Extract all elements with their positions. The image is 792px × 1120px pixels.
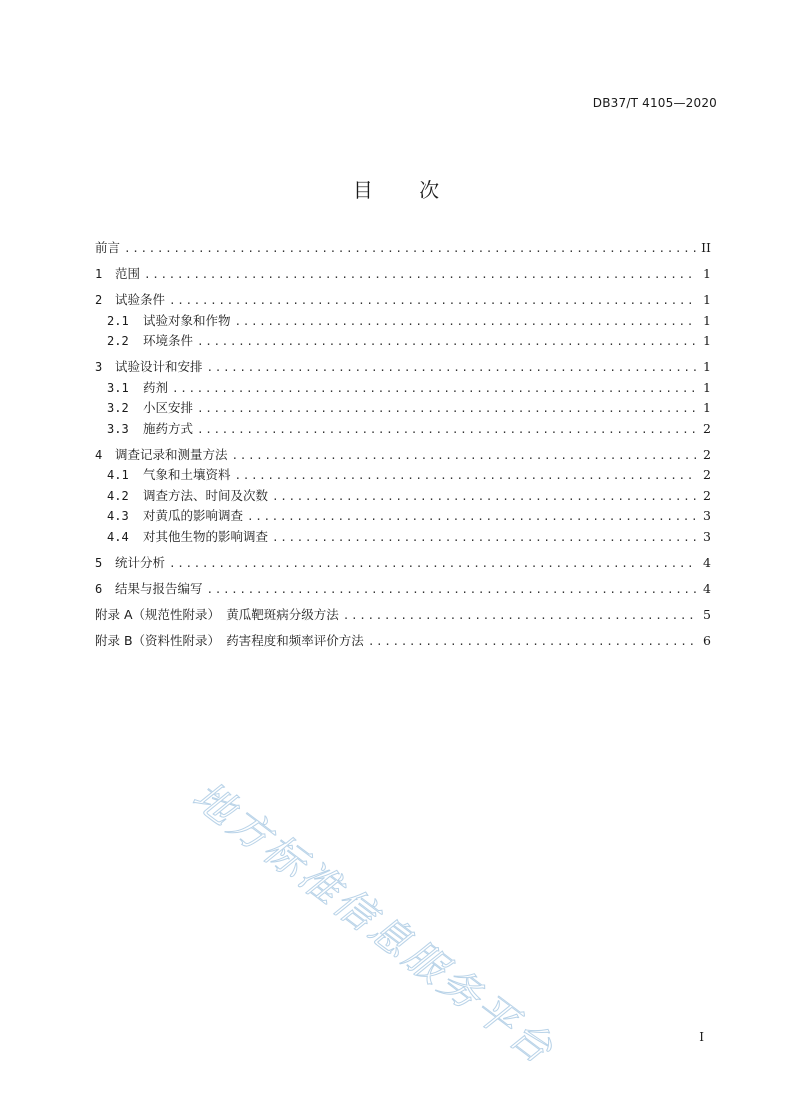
- toc-entry-page: 1: [703, 292, 711, 307]
- toc-entry[interactable]: [95, 238, 711, 259]
- watermark-text: 地方标准信息服务平台: [184, 772, 564, 1075]
- toc-entry-page: 3: [703, 508, 711, 523]
- toc-entry-label: 小区安排: [143, 400, 194, 415]
- toc-entry-number: 3.1: [107, 380, 129, 395]
- toc-entry[interactable]: [95, 419, 711, 440]
- toc-entry-number: 5: [95, 555, 103, 570]
- toc-entry-page: 6: [703, 632, 711, 648]
- toc-leader-dots: [197, 402, 697, 415]
- toc-entry-label: 试验设计和安排: [115, 359, 203, 374]
- toc-entry[interactable]: [95, 527, 711, 548]
- toc-leader-dots: [207, 583, 697, 596]
- toc-leader-dots: [144, 268, 697, 281]
- toc-entry-number: 1: [95, 267, 103, 281]
- toc-entry-label: 施药方式: [143, 420, 194, 436]
- toc-entry[interactable]: [95, 378, 711, 399]
- footer-page-number: I: [699, 1030, 704, 1044]
- toc-entry-number: 2.2: [107, 334, 129, 348]
- toc-entry[interactable]: [95, 331, 711, 352]
- toc-entry-page: 4: [703, 580, 711, 596]
- toc-entry[interactable]: [95, 290, 711, 311]
- toc-entry-page: 3: [703, 528, 711, 544]
- toc-entry-number: 2.1: [107, 313, 129, 328]
- toc-entry-page: 2: [703, 420, 711, 436]
- toc-entry[interactable]: [95, 311, 711, 332]
- toc-entry-page: 1: [703, 379, 711, 395]
- document-code: DB37/T 4105—2020: [592, 96, 717, 110]
- toc-entry-label: 调查方法、时间及次数: [143, 487, 269, 503]
- toc-entry[interactable]: [95, 579, 711, 600]
- toc-entry[interactable]: [95, 506, 711, 527]
- toc-entry-number: 3.2: [107, 401, 129, 415]
- toc-entry-label: 环境条件: [143, 333, 194, 348]
- toc-leader-dots: [343, 609, 697, 622]
- toc-entry-label: 药剂: [143, 379, 169, 395]
- toc-entry-label: 前言: [95, 240, 121, 255]
- toc-entry[interactable]: [95, 553, 711, 574]
- toc-leader-dots: [368, 635, 697, 648]
- toc-entry-number: 3: [95, 360, 103, 374]
- toc-entry-label: 试验对象和作物: [143, 312, 231, 328]
- toc-leader-dots: [197, 335, 697, 348]
- toc-entry-label: 结果与报告编写: [115, 580, 203, 596]
- toc-entry-number: 4.4: [107, 529, 129, 544]
- toc-entry[interactable]: [95, 605, 711, 626]
- toc-entry-number: 6: [95, 581, 103, 596]
- toc-entry-label: 调查记录和测量方法: [115, 446, 228, 462]
- toc-entry[interactable]: [95, 398, 711, 419]
- table-of-contents: [95, 238, 711, 651]
- page-title: 目 次: [352, 178, 460, 202]
- toc-entry-number: 2: [95, 293, 103, 307]
- toc-entry-page: 1: [703, 312, 711, 328]
- toc-leader-dots: [172, 382, 697, 395]
- toc-leader-dots: [207, 361, 697, 374]
- toc-entry-page: 5: [703, 606, 711, 622]
- toc-entry-page: 2: [703, 467, 711, 482]
- toc-entry[interactable]: [95, 465, 711, 486]
- toc-entry-number: 4: [95, 447, 103, 462]
- toc-leader-dots: [247, 510, 697, 523]
- toc-leader-dots: [235, 315, 697, 328]
- toc-leader-dots: [169, 294, 697, 307]
- toc-entry-page: II: [701, 240, 711, 255]
- toc-entry[interactable]: [95, 445, 711, 466]
- toc-entry-label: 范围: [115, 266, 141, 281]
- toc-entry-number: 4.2: [107, 488, 129, 503]
- toc-entry-label: 对其他生物的影响调查: [143, 528, 269, 544]
- toc-entry-page: 1: [703, 333, 711, 348]
- toc-entry-number: 4.1: [107, 468, 129, 482]
- toc-entry-label: 附录 A（规范性附录） 黄瓜靶斑病分级方法: [95, 606, 339, 622]
- toc-entry[interactable]: [95, 264, 711, 285]
- toc-entry-number: 4.3: [107, 509, 129, 523]
- toc-entry[interactable]: [95, 631, 711, 652]
- toc-entry-label: 气象和土壤资料: [143, 467, 231, 482]
- toc-entry-page: 2: [703, 446, 711, 462]
- toc-entry[interactable]: [95, 357, 711, 378]
- toc-entry-page: 2: [703, 487, 711, 503]
- toc-leader-dots: [197, 423, 697, 436]
- toc-entry-number: 3.3: [107, 421, 129, 436]
- toc-entry-label: 试验条件: [115, 292, 166, 307]
- toc-leader-dots: [235, 469, 697, 482]
- toc-entry-label: 对黄瓜的影响调查: [143, 508, 244, 523]
- toc-leader-dots: [232, 449, 697, 462]
- toc-entry-page: 1: [703, 266, 711, 281]
- toc-leader-dots: [169, 557, 697, 570]
- toc-entry[interactable]: [95, 486, 711, 507]
- toc-leader-dots: [272, 531, 697, 544]
- toc-entry-label: 统计分析: [115, 554, 166, 570]
- toc-leader-dots: [124, 242, 697, 255]
- toc-entry-label: 附录 B（资料性附录） 药害程度和频率评价方法: [95, 632, 364, 648]
- toc-leader-dots: [272, 490, 697, 503]
- toc-entry-page: 1: [703, 400, 711, 415]
- toc-entry-page: 4: [703, 554, 711, 570]
- toc-entry-page: 1: [703, 359, 711, 374]
